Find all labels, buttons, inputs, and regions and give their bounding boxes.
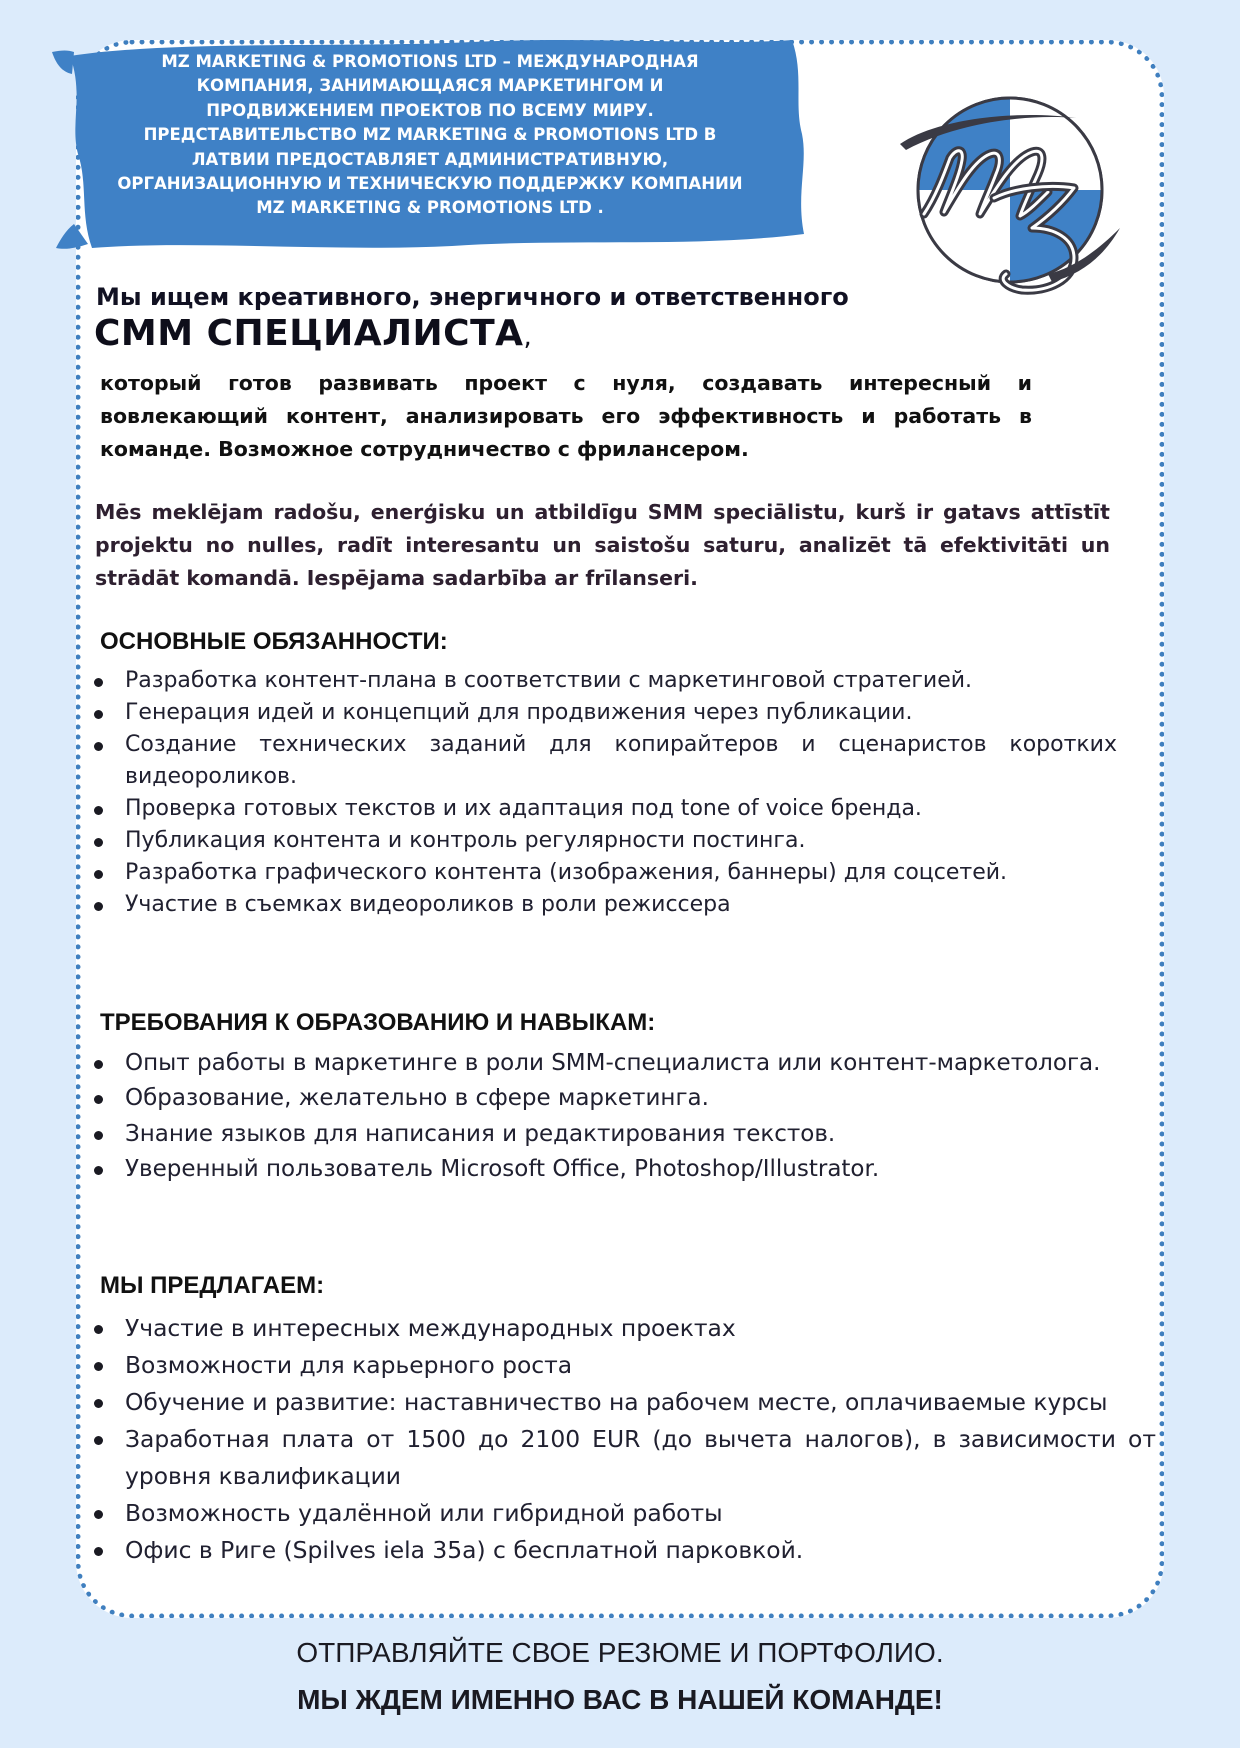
bullet-icon: [94, 806, 103, 815]
bullet-icon: [94, 1547, 103, 1556]
banner-line: ОРГАНИЗАЦИОННУЮ И ТЕХНИЧЕСКУЮ ПОДДЕРЖКУ КОМПАНИИ: [117, 174, 743, 194]
bullet-icon: [94, 1436, 103, 1445]
duties-title: ОСНОВНЫЕ ОБЯЗАННОСТИ:: [100, 628, 448, 655]
banner-line: ПРЕДСТАВИТЕЛЬСТВО MZ MARKETING & PROMOTIONS LTD В: [143, 125, 717, 145]
list-item: [92, 889, 1117, 921]
list-item: [92, 1081, 1117, 1116]
banner-line: ПРОДВИЖЕНИЕМ ПРОЕКТОВ ПО ВСЕМУ МИРУ.: [206, 100, 654, 120]
list-item: [92, 697, 1117, 729]
offers-title: МЫ ПРЕДЛАГАЕМ:: [100, 1272, 325, 1299]
list-item-text: Проверка готовых текстов и их адаптация под tone of voice бренда.: [125, 796, 922, 821]
bullet-icon: [94, 1166, 103, 1175]
list-item: [92, 1421, 1156, 1495]
list-item: [92, 1152, 1117, 1187]
intro-description-ru: который готов развивать проект с нуля, создавать интересный и вовлекающий контент, анализировать его эффективность и работать в команде. Возможное сотрудничество с фрилансером.: [100, 371, 1032, 461]
requirements-title: ТРЕБОВАНИЯ К ОБРАЗОВАНИЮ И НАВЫКАМ:: [100, 1009, 656, 1036]
duties-list: [92, 665, 1117, 921]
bullet-icon: [94, 1362, 103, 1371]
list-item-text: Офис в Риге (Spilves iela 35a) с бесплатной парковкой.: [125, 1536, 804, 1564]
footer-tagline: МЫ ЖДЕМ ИМЕННО ВАС В НАШЕЙ КОМАНДЕ!: [297, 1684, 943, 1715]
list-item: [92, 857, 1117, 889]
bullet-icon: [94, 710, 103, 719]
list-item: [92, 729, 1117, 793]
bullet-icon: [94, 1060, 103, 1069]
list-item-text: Опыт работы в маркетинге в роли SMM-специалиста или контент-маркетолога.: [125, 1050, 1101, 1076]
banner-text: [80, 50, 780, 221]
list-item: [92, 1117, 1117, 1152]
list-item-text: Разработка графического контента (изображения, баннеры) для соцсетей.: [125, 860, 1008, 885]
list-item-text: Разработка контент-плана в соответствии с маркетинговой стратегией.: [125, 668, 973, 693]
bullet-icon: [94, 1399, 103, 1408]
list-item-text: Заработная плата от 1500 до 2100 EUR (до вычета налогов), в зависимости от уровня квалификации: [125, 1425, 1156, 1490]
list-item: [92, 1046, 1117, 1081]
list-item: [92, 1384, 1156, 1421]
bullet-icon: [94, 1510, 103, 1519]
banner-line: КОМПАНИЯ, ЗАНИМАЮЩАЯСЯ МАРКЕТИНГОМ И: [196, 76, 664, 96]
list-item-text: Публикация контента и контроль регулярности постинга.: [125, 828, 806, 853]
list-item: [92, 1310, 1156, 1347]
bullet-icon: [94, 902, 103, 911]
requirements-list: [92, 1046, 1117, 1187]
bullet-icon: [94, 870, 103, 879]
mz-logo-icon: [898, 78, 1128, 308]
bullet-icon: [94, 1095, 103, 1104]
bullet-icon: [94, 838, 103, 847]
offers-list: [92, 1310, 1156, 1569]
job-title-punct: ,: [523, 322, 533, 352]
job-title: СММ СПЕЦИАЛИСТА: [94, 313, 524, 354]
list-item-text: Возможности для карьерного роста: [125, 1351, 573, 1379]
list-item-text: Участие в съемках видеороликов в роли режиссера: [125, 892, 731, 917]
list-item-text: Генерация идей и концепций для продвижения через публикации.: [125, 700, 913, 725]
list-item: [92, 1532, 1156, 1569]
list-item-text: Уверенный пользователь Microsoft Office, Photoshop/Illustrator.: [125, 1155, 880, 1182]
banner-line: ЛАТВИИ ПРЕДОСТАВЛЯЕТ АДМИНИСТРАТИВНУЮ,: [191, 149, 669, 169]
list-item: [92, 1495, 1156, 1532]
list-item-text: Возможность удалённой или гибридной работы: [125, 1499, 723, 1527]
bullet-icon: [94, 742, 103, 751]
bullet-icon: [94, 678, 103, 687]
list-item-text: Знание языков для написания и редактирования текстов.: [125, 1120, 836, 1147]
list-item: [92, 825, 1117, 857]
intro-lead: Мы ищем креативного, энергичного и ответственного: [96, 283, 849, 311]
list-item-text: Образование, желательно в сфере маркетинга.: [125, 1085, 709, 1112]
banner-line: MZ MARKETING & PROMOTIONS LTD .: [256, 198, 604, 218]
list-item: [92, 793, 1117, 825]
footer-call-to-action: ОТПРАВЛЯЙТЕ СВОЕ РЕЗЮМЕ И ПОРТФОЛИО.: [296, 1637, 944, 1668]
banner-line: MZ MARKETING & PROMOTIONS LTD – МЕЖДУНАРОДНАЯ: [161, 52, 699, 71]
list-item: [92, 665, 1117, 697]
intro-description-lv: Mēs meklējam radošu, enerģisku un atbildīgu SMM speciālistu, kurš ir gatavs attīstīt projektu no nulles, radīt interesantu un saistošu saturu, analizēt tā efektivitāti un strādāt komandā. Iespējama sadarbība ar frīlanseri.: [95, 500, 1110, 590]
list-item-text: Создание технических заданий для копирайтеров и сценаристов коротких видеороликов.: [125, 732, 1117, 789]
bullet-icon: [94, 1325, 103, 1334]
list-item-text: Обучение и развитие: наставничество на рабочем месте, оплачиваемые курсы: [125, 1388, 1108, 1416]
bullet-icon: [94, 1131, 103, 1140]
list-item-text: Участие в интересных международных проектах: [125, 1314, 736, 1342]
list-item: [92, 1347, 1156, 1384]
job-title-headline: [94, 313, 532, 354]
company-banner: [52, 34, 810, 254]
